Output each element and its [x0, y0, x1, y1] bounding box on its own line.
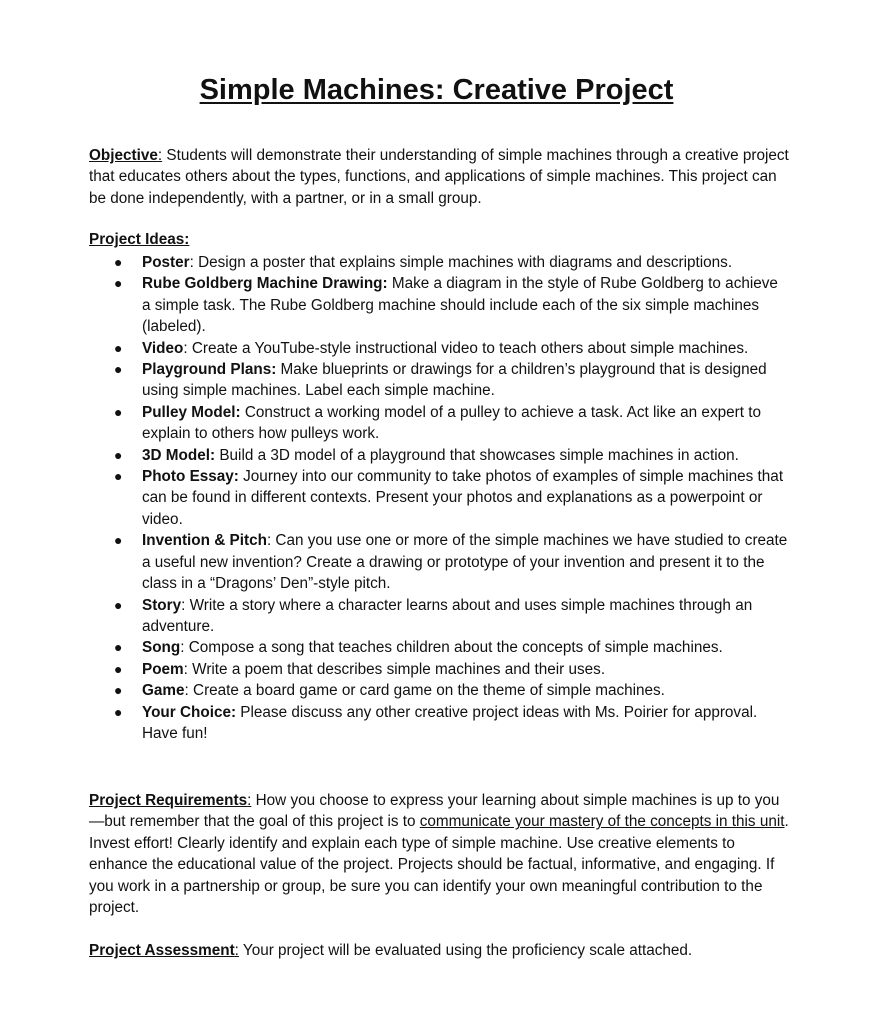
idea-text: Can you use one or more of the simple machines we have studied to create a useful new invention? Create a drawing or prototype of your invention and present it to the class in a “Dragons’ Den”-style pitch.	[142, 532, 788, 593]
project-ideas-heading: Project Ideas:	[89, 231, 190, 248]
idea-name: Your Choice:	[142, 703, 237, 721]
idea-name: 3D Model:	[142, 446, 216, 464]
list-item	[89, 445, 789, 466]
idea-name: Pulley Model:	[142, 403, 241, 421]
idea-text: Build a 3D model of a playground that showcases simple machines in action.	[215, 446, 739, 464]
idea-text: Make blueprints or drawings for a children’s playground that is designed using simple machines. Label each simple machine.	[142, 361, 767, 400]
idea-text: Make a diagram in the style of Rube Goldberg to achieve a simple task. The Rube Goldberg machine should include each of the six simple machines (labeled).	[142, 275, 778, 336]
list-item	[89, 338, 789, 359]
idea-text: Journey into our community to take photos of examples of simple machines that can be found in different contexts. Present your photos and explanations as a powerpoint or video.	[142, 468, 784, 528]
idea-text: Write a story where a character learns about and uses simple machines through an adventure.	[142, 596, 753, 635]
idea-text: Create a YouTube-style instructional video to teach others about simple machines.	[187, 339, 749, 357]
requirements-paragraph	[89, 790, 789, 918]
list-item	[89, 595, 789, 638]
requirements-label: Project Requirements	[89, 792, 248, 809]
requirements-underlined-text: communicate your mastery of the concepts in this unit	[419, 813, 785, 831]
list-item	[89, 252, 789, 273]
bullet-icon: ●	[114, 275, 123, 292]
list-item	[89, 659, 789, 680]
bullet-icon: ●	[114, 639, 123, 656]
list-item	[89, 530, 789, 594]
idea-name: Poster	[142, 254, 190, 271]
objective-label: Objective	[89, 147, 158, 164]
requirements-text-after: . Invest effort! Clearly identify and explain each type of simple machine. Use creative elements to enhance the educational value of the project. Projects should be factual, informative, and engaging. If you work in a partnership or group, be sure you can identify your own meaningful contribution to the project.	[89, 813, 789, 917]
idea-sep: :	[184, 682, 189, 700]
objective-paragraph	[89, 145, 789, 209]
assessment-label: Project Assessment	[89, 942, 235, 959]
idea-text: Create a board game or card game on the theme of simple machines.	[188, 682, 665, 700]
idea-sep: :	[181, 596, 186, 614]
bullet-icon: ●	[114, 361, 123, 378]
objective-colon: :	[157, 147, 163, 164]
bullet-icon: ●	[114, 468, 123, 485]
bullet-icon: ●	[114, 596, 123, 613]
bullet-icon: ●	[114, 703, 123, 720]
idea-sep: :	[189, 254, 194, 271]
requirements-text-before: How you choose to express your learning about simple machines is up to you—but remember that the goal of this project is to	[89, 792, 780, 831]
bullet-icon: ●	[114, 682, 123, 699]
idea-text: Construct a working model of a pulley to achieve a task. Act like an expert to explain to others how pulleys work.	[142, 403, 761, 443]
idea-text: Please discuss any other creative project ideas with Ms. Poirier for approval. Have fun!	[142, 703, 758, 742]
idea-name: Rube Goldberg Machine Drawing:	[142, 275, 388, 293]
idea-sep: :	[183, 660, 188, 678]
objective-text: Students will demonstrate their understanding of simple machines through a creative project that educates others about the types, functions, and applications of simple machines. This project can be done independently, with a partner, or in a small group.	[89, 147, 789, 207]
idea-name: Song	[142, 639, 181, 657]
list-item	[89, 359, 789, 402]
requirements-colon: :	[247, 792, 252, 809]
idea-name: Invention & Pitch	[142, 532, 267, 550]
bullet-icon: ●	[114, 339, 123, 356]
idea-sep: :	[180, 639, 185, 657]
idea-name: Photo Essay:	[142, 468, 239, 486]
idea-text: Design a poster that explains simple machines with diagrams and descriptions.	[193, 254, 733, 271]
idea-name: Video	[142, 339, 184, 357]
page-title: Simple Machines: Creative Project	[199, 74, 674, 106]
idea-name: Playground Plans:	[142, 361, 277, 379]
list-item	[89, 273, 789, 337]
idea-sep: :	[266, 532, 272, 550]
bullet-icon: ●	[114, 660, 123, 677]
list-item	[89, 637, 789, 658]
idea-text: Compose a song that teaches children about the concepts of simple machines.	[184, 639, 723, 657]
project-ideas-list	[89, 252, 789, 744]
list-item	[89, 702, 789, 745]
idea-name: Story	[142, 596, 182, 614]
idea-name: Game	[142, 682, 185, 700]
assessment-colon: :	[234, 942, 239, 959]
bullet-icon: ●	[114, 254, 123, 270]
idea-text: Write a poem that describes simple machines and their uses.	[187, 660, 606, 678]
assessment-paragraph	[89, 940, 789, 961]
list-item	[89, 680, 789, 701]
list-item	[89, 402, 789, 445]
bullet-icon: ●	[114, 532, 123, 549]
assessment-text: Your project will be evaluated using the proficiency scale attached.	[238, 942, 693, 959]
idea-name: Poem	[142, 660, 184, 678]
idea-sep: :	[183, 339, 188, 357]
bullet-icon: ●	[114, 446, 123, 463]
list-item	[89, 466, 789, 530]
bullet-icon: ●	[114, 403, 123, 420]
